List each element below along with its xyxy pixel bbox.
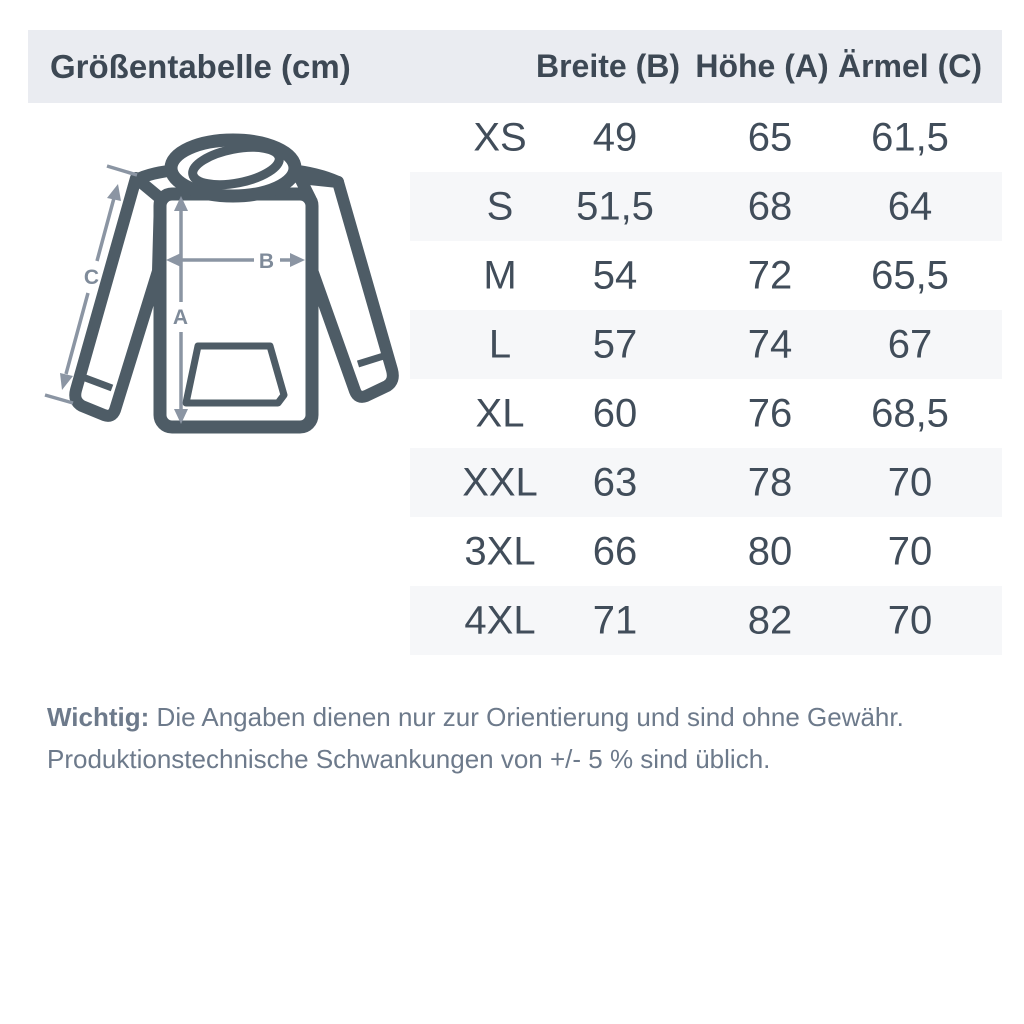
breite-value: 54: [592, 253, 638, 297]
breite-value: 66: [592, 529, 638, 573]
hoehe-value: 74: [747, 322, 793, 366]
size-label: L: [488, 322, 512, 366]
breite-value: 51,5: [576, 184, 654, 228]
kangaroo-pocket: [186, 346, 284, 403]
column-header-aermel: Ärmel (C): [837, 48, 983, 84]
disclaimer-line1: Die Angaben dienen nur zur Orientierung und sind ohne Gewähr.: [156, 702, 904, 732]
hoehe-value: 72: [747, 253, 793, 297]
size-label: XXL: [462, 460, 538, 504]
table-row-l: [410, 310, 1002, 379]
size-label: M: [483, 253, 517, 297]
aermel-value: 70: [887, 598, 933, 642]
disclaimer-lead: Wichtig:: [47, 702, 150, 732]
hoehe-value: 82: [747, 598, 793, 642]
breite-value: 49: [592, 115, 638, 159]
dimension-label-c: C: [83, 266, 101, 289]
header-bar: [28, 30, 1002, 103]
breite-value: 71: [592, 598, 638, 642]
aermel-value: 65,5: [871, 253, 949, 297]
table-row-4xl: [410, 586, 1002, 655]
table-row-m: [410, 241, 1002, 310]
breite-value: 63: [592, 460, 638, 504]
aermel-value: 61,5: [871, 115, 949, 159]
table-row-xs: [410, 103, 1002, 172]
aermel-value: 64: [887, 184, 933, 228]
hoehe-value: 76: [747, 391, 793, 435]
hoodie-outline-icon: [75, 140, 393, 427]
hoehe-value: 65: [747, 115, 793, 159]
disclaimer-line2: Produktionstechnische Schwankungen von +/- 5 % sind üblich.: [47, 744, 771, 774]
table-row-3xl: [410, 517, 1002, 586]
size-label: S: [486, 184, 514, 228]
disclaimer-note: [47, 696, 977, 780]
size-label: 4XL: [464, 598, 536, 642]
dimension-label-b: B: [258, 250, 276, 273]
column-header-breite: Breite (B): [535, 48, 681, 84]
table-row-xxl: [410, 448, 1002, 517]
size-label: 3XL: [464, 529, 536, 573]
hoehe-value: 80: [747, 529, 793, 573]
size-label: XS: [473, 115, 527, 159]
hoehe-value: 68: [747, 184, 793, 228]
column-header-hoehe: Höhe (A): [695, 48, 829, 84]
breite-value: 60: [592, 391, 638, 435]
page-title: Größentabelle (cm): [50, 48, 351, 85]
hoodie-diagram: [28, 118, 410, 448]
dimension-label-a: A: [172, 306, 190, 329]
table-row-s: [410, 172, 1002, 241]
aermel-value: 68,5: [871, 391, 949, 435]
hoehe-value: 78: [747, 460, 793, 504]
breite-value: 57: [592, 322, 638, 366]
aermel-value: 70: [887, 529, 933, 573]
aermel-value: 70: [887, 460, 933, 504]
table-row-xl: [410, 379, 1002, 448]
size-table: [410, 103, 1002, 655]
size-label: XL: [475, 391, 525, 435]
aermel-value: 67: [887, 322, 933, 366]
